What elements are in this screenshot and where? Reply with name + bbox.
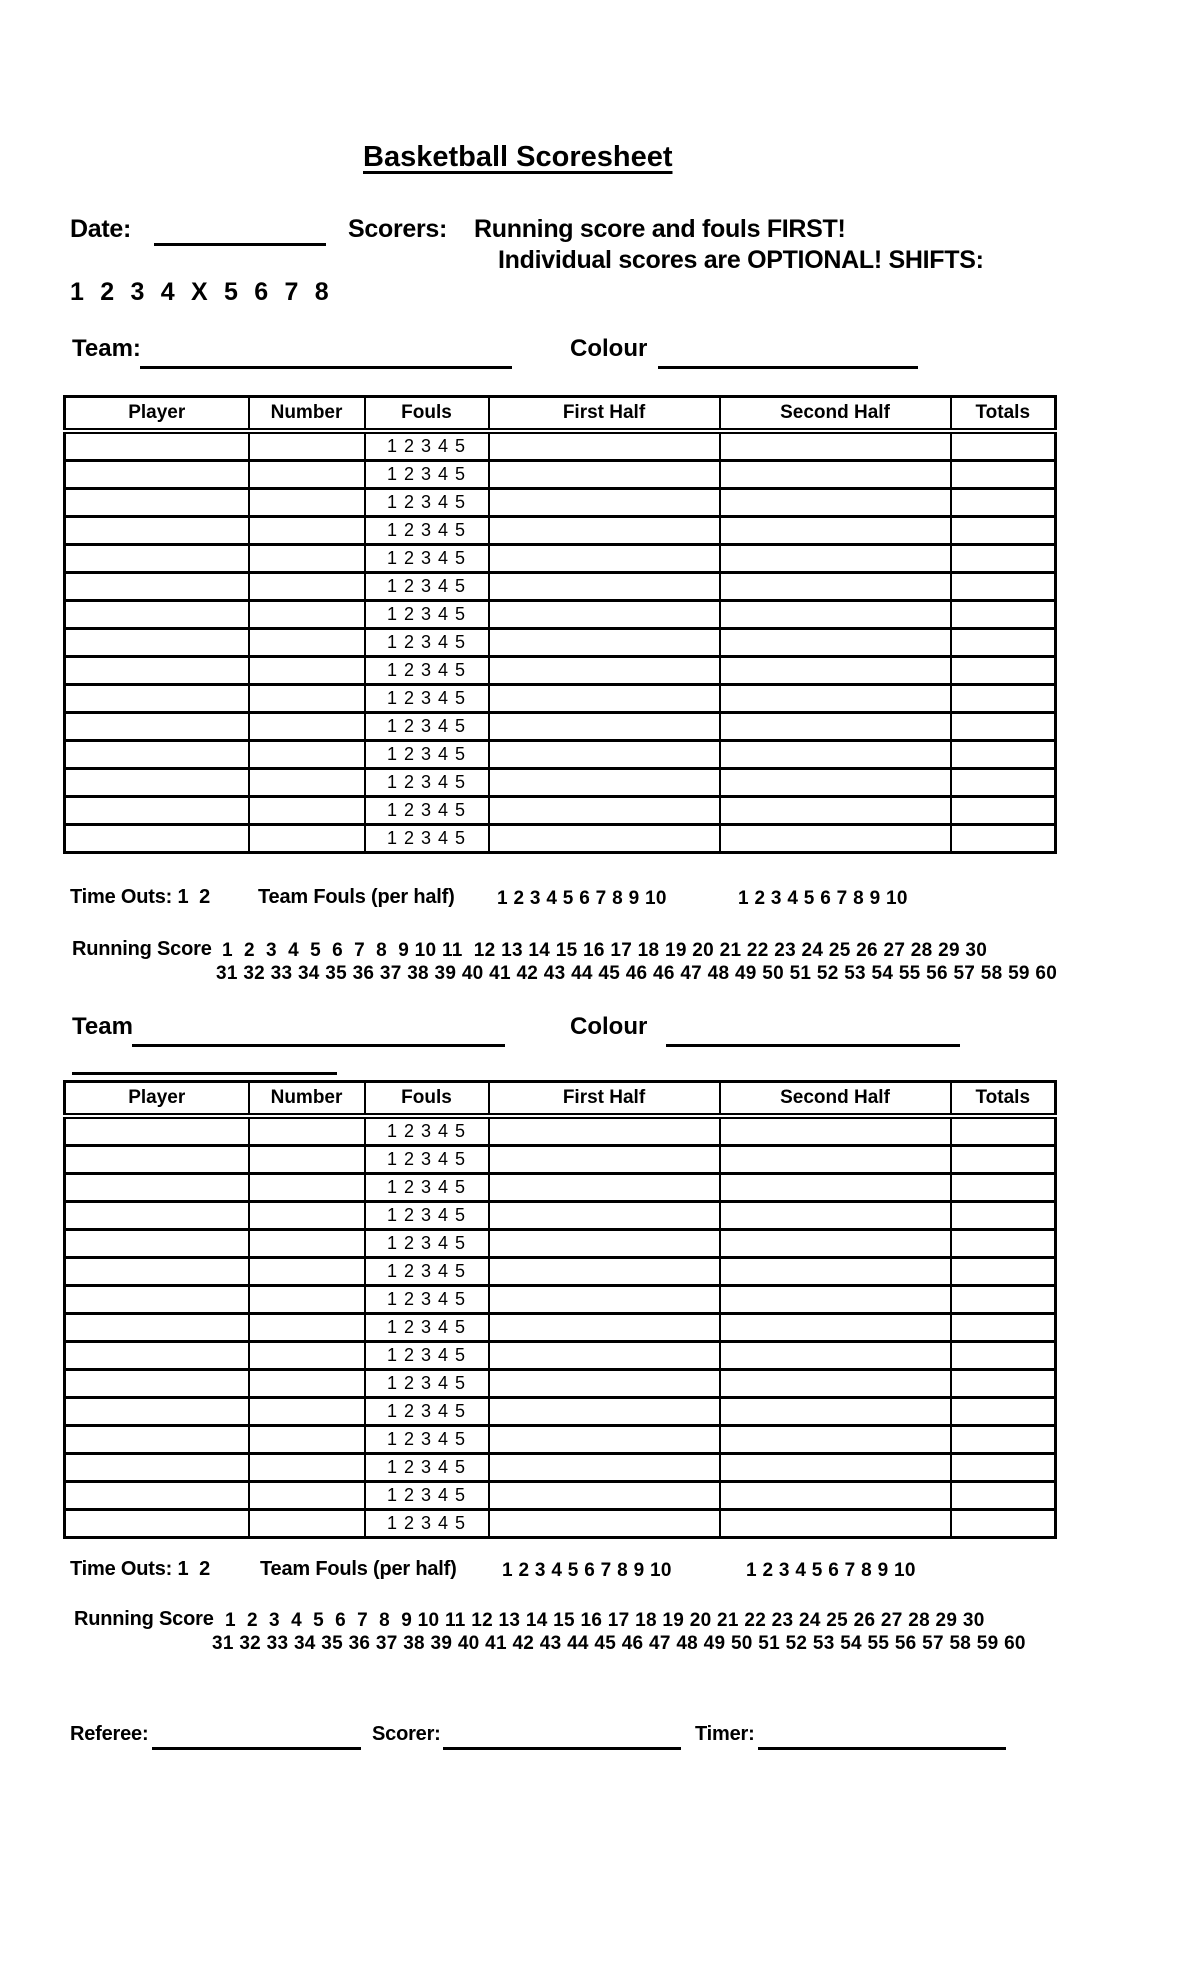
totals-cell [951, 1258, 1056, 1286]
player-cell [65, 685, 249, 713]
fouls-scale-cell: 1 2 3 4 5 [365, 573, 489, 601]
roster-table-1 [63, 395, 1057, 854]
player-cell [65, 545, 249, 573]
colour-blank-line [658, 366, 918, 369]
number-cell [249, 1230, 365, 1258]
fouls-scale-cell: 1 2 3 4 5 [365, 685, 489, 713]
scorers-note-line2: Individual scores are OPTIONAL! SHIFTS: [498, 246, 984, 274]
fouls-scale-cell: 1 2 3 4 5 [365, 657, 489, 685]
timeouts-label: Time Outs: 1 2 [70, 886, 211, 908]
first-half-cell [489, 657, 720, 685]
table-row [65, 1398, 1056, 1426]
team-fouls-scale-2: 1 2 3 4 5 6 7 8 9 10 [738, 888, 908, 909]
first-half-cell [489, 1174, 720, 1202]
fouls-scale-cell: 1 2 3 4 5 [365, 1398, 489, 1426]
team-fouls-scale-2: 1 2 3 4 5 6 7 8 9 10 [746, 1560, 916, 1581]
table-row [65, 601, 1056, 629]
scorers-label: Scorers: [348, 215, 448, 243]
column-header-totals: Totals [951, 1082, 1056, 1117]
running-score-line2: 31 32 33 34 35 36 37 38 39 40 41 42 43 44 45 46 46 47 48 49 50 51 52 53 54 55 56 57 58 59 60 [216, 963, 1058, 984]
date-blank-line [154, 243, 326, 246]
column-header-number: Number [249, 397, 365, 432]
running-score-label: Running Score [74, 1608, 214, 1630]
number-cell [249, 685, 365, 713]
timeouts-label: Time Outs: 1 2 [70, 1558, 211, 1580]
table-row [65, 825, 1056, 853]
totals-cell [951, 1314, 1056, 1342]
second-half-cell [720, 1482, 951, 1510]
number-cell [249, 1286, 365, 1314]
totals-cell [951, 1398, 1056, 1426]
table-row [65, 741, 1056, 769]
player-cell [65, 489, 249, 517]
table-row [65, 461, 1056, 489]
first-half-cell [489, 461, 720, 489]
player-cell [65, 741, 249, 769]
table-row [65, 545, 1056, 573]
number-cell [249, 1202, 365, 1230]
second-half-cell [720, 1174, 951, 1202]
totals-cell [951, 461, 1056, 489]
table-row [65, 1174, 1056, 1202]
number-cell [249, 769, 365, 797]
totals-cell [951, 1202, 1056, 1230]
fouls-scale-cell: 1 2 3 4 5 [365, 1510, 489, 1538]
player-cell [65, 1342, 249, 1370]
table-row [65, 629, 1056, 657]
player-cell [65, 657, 249, 685]
table-row [65, 1454, 1056, 1482]
fouls-scale-cell: 1 2 3 4 5 [365, 1202, 489, 1230]
totals-cell [951, 1342, 1056, 1370]
team-fouls-label: Team Fouls (per half) [258, 886, 455, 908]
player-cell [65, 1230, 249, 1258]
player-cell [65, 1286, 249, 1314]
number-cell [249, 1342, 365, 1370]
fouls-scale-cell: 1 2 3 4 5 [365, 1116, 489, 1146]
running-score-line1: 1 2 3 4 5 6 7 8 9 10 11 12 13 14 15 16 17 18 19 20 21 22 23 24 25 26 27 28 29 30 [222, 940, 988, 961]
column-header-totals: Totals [951, 397, 1056, 432]
player-cell [65, 1454, 249, 1482]
first-half-cell [489, 431, 720, 461]
page-title: Basketball Scoresheet [363, 141, 673, 173]
table-row [65, 1258, 1056, 1286]
table-row [65, 657, 1056, 685]
second-half-cell [720, 713, 951, 741]
number-cell [249, 489, 365, 517]
player-cell [65, 431, 249, 461]
number-cell [249, 657, 365, 685]
team-name-blank-line [140, 366, 512, 369]
running-score-line2: 31 32 33 34 35 36 37 38 39 40 41 42 43 44 45 46 47 48 49 50 51 52 53 54 55 56 57 58 59 60 [212, 1633, 1026, 1654]
second-half-cell [720, 461, 951, 489]
column-header-player: Player [65, 1082, 249, 1117]
team-label: Team: [72, 335, 141, 362]
column-header-fouls: Fouls [365, 397, 489, 432]
table-row [65, 1286, 1056, 1314]
player-cell [65, 1482, 249, 1510]
second-half-cell [720, 797, 951, 825]
number-cell [249, 1146, 365, 1174]
table-row [65, 685, 1056, 713]
player-cell [65, 1314, 249, 1342]
column-header-first-half: First Half [489, 1082, 720, 1117]
number-cell [249, 1426, 365, 1454]
player-cell [65, 1146, 249, 1174]
number-cell [249, 431, 365, 461]
player-cell [65, 461, 249, 489]
fouls-scale-cell: 1 2 3 4 5 [365, 1230, 489, 1258]
first-half-cell [489, 1454, 720, 1482]
timer-label: Timer: [695, 1723, 755, 1745]
number-cell [249, 1116, 365, 1146]
player-cell [65, 517, 249, 545]
second-half-cell [720, 573, 951, 601]
second-half-cell [720, 1510, 951, 1538]
first-half-cell [489, 1146, 720, 1174]
second-half-cell [720, 657, 951, 685]
totals-cell [951, 797, 1056, 825]
second-half-cell [720, 1202, 951, 1230]
number-cell [249, 629, 365, 657]
second-half-cell [720, 1398, 951, 1426]
timer-blank-line [758, 1747, 1006, 1750]
first-half-cell [489, 1314, 720, 1342]
second-half-cell [720, 1314, 951, 1342]
fouls-scale-cell: 1 2 3 4 5 [365, 1314, 489, 1342]
totals-cell [951, 1454, 1056, 1482]
scorers-note-line1: Running score and fouls FIRST! [474, 215, 846, 243]
table-row [65, 1482, 1056, 1510]
number-cell [249, 1174, 365, 1202]
table-row [65, 573, 1056, 601]
totals-cell [951, 1116, 1056, 1146]
table-row [65, 713, 1056, 741]
first-half-cell [489, 1482, 720, 1510]
fouls-scale-cell: 1 2 3 4 5 [365, 629, 489, 657]
second-half-cell [720, 1146, 951, 1174]
number-cell [249, 1258, 365, 1286]
roster-table-2 [63, 1080, 1057, 1539]
totals-cell [951, 1146, 1056, 1174]
fouls-scale-cell: 1 2 3 4 5 [365, 825, 489, 853]
table-row [65, 1202, 1056, 1230]
player-cell [65, 825, 249, 853]
player-cell [65, 1174, 249, 1202]
fouls-scale-cell: 1 2 3 4 5 [365, 1454, 489, 1482]
player-cell [65, 713, 249, 741]
table-row [65, 1426, 1056, 1454]
fouls-scale-cell: 1 2 3 4 5 [365, 601, 489, 629]
player-cell [65, 1398, 249, 1426]
table-row [65, 517, 1056, 545]
table-row [65, 797, 1056, 825]
totals-cell [951, 741, 1056, 769]
fouls-scale-cell: 1 2 3 4 5 [365, 1258, 489, 1286]
second-half-cell [720, 489, 951, 517]
first-half-cell [489, 573, 720, 601]
team-name-blank-line-wrap [72, 1072, 337, 1075]
totals-cell [951, 1230, 1056, 1258]
running-score-line1: 1 2 3 4 5 6 7 8 9 10 11 12 13 14 15 16 17 18 19 20 21 22 23 24 25 26 27 28 29 30 [225, 1610, 985, 1631]
table-row [65, 489, 1056, 517]
player-cell [65, 797, 249, 825]
table-row [65, 1510, 1056, 1538]
shifts-numbers: 1 2 3 4 X 5 6 7 8 [70, 278, 329, 306]
player-cell [65, 601, 249, 629]
totals-cell [951, 489, 1056, 517]
column-header-player: Player [65, 397, 249, 432]
second-half-cell [720, 1258, 951, 1286]
totals-cell [951, 1482, 1056, 1510]
running-score-label: Running Score [72, 938, 212, 960]
first-half-cell [489, 1202, 720, 1230]
second-half-cell [720, 431, 951, 461]
player-cell [65, 1370, 249, 1398]
first-half-cell [489, 545, 720, 573]
fouls-scale-cell: 1 2 3 4 5 [365, 1370, 489, 1398]
header-row [65, 397, 1056, 432]
first-half-cell [489, 489, 720, 517]
colour-label: Colour [570, 335, 648, 362]
second-half-cell [720, 545, 951, 573]
player-cell [65, 1258, 249, 1286]
fouls-scale-cell: 1 2 3 4 5 [365, 1174, 489, 1202]
first-half-cell [489, 741, 720, 769]
table-row [65, 1230, 1056, 1258]
totals-cell [951, 545, 1056, 573]
team-label: Team [72, 1013, 133, 1040]
number-cell [249, 1314, 365, 1342]
first-half-cell [489, 1258, 720, 1286]
column-header-second-half: Second Half [720, 397, 951, 432]
number-cell [249, 517, 365, 545]
second-half-cell [720, 825, 951, 853]
player-cell [65, 1426, 249, 1454]
table-row [65, 431, 1056, 461]
referee-label: Referee: [70, 1723, 149, 1745]
totals-cell [951, 1426, 1056, 1454]
totals-cell [951, 573, 1056, 601]
fouls-scale-cell: 1 2 3 4 5 [365, 489, 489, 517]
first-half-cell [489, 825, 720, 853]
first-half-cell [489, 769, 720, 797]
second-half-cell [720, 517, 951, 545]
fouls-scale-cell: 1 2 3 4 5 [365, 1426, 489, 1454]
table-row [65, 1342, 1056, 1370]
totals-cell [951, 769, 1056, 797]
totals-cell [951, 713, 1056, 741]
second-half-cell [720, 685, 951, 713]
number-cell [249, 1398, 365, 1426]
colour-label: Colour [570, 1013, 648, 1040]
team-fouls-scale-1: 1 2 3 4 5 6 7 8 9 10 [497, 888, 667, 909]
colour-blank-line [666, 1044, 960, 1047]
scorer-label: Scorer: [372, 1723, 441, 1745]
first-half-cell [489, 1370, 720, 1398]
table-row [65, 1370, 1056, 1398]
fouls-scale-cell: 1 2 3 4 5 [365, 461, 489, 489]
totals-cell [951, 825, 1056, 853]
second-half-cell [720, 1230, 951, 1258]
fouls-scale-cell: 1 2 3 4 5 [365, 1146, 489, 1174]
number-cell [249, 797, 365, 825]
first-half-cell [489, 1342, 720, 1370]
player-cell [65, 573, 249, 601]
fouls-scale-cell: 1 2 3 4 5 [365, 769, 489, 797]
totals-cell [951, 685, 1056, 713]
column-header-number: Number [249, 1082, 365, 1117]
first-half-cell [489, 1398, 720, 1426]
totals-cell [951, 1510, 1056, 1538]
scorer-blank-line [443, 1747, 681, 1750]
fouls-scale-cell: 1 2 3 4 5 [365, 545, 489, 573]
column-header-first-half: First Half [489, 397, 720, 432]
column-header-fouls: Fouls [365, 1082, 489, 1117]
totals-cell [951, 629, 1056, 657]
table-row [65, 1146, 1056, 1174]
totals-cell [951, 517, 1056, 545]
table-row [65, 1314, 1056, 1342]
date-label: Date: [70, 215, 132, 243]
referee-blank-line [152, 1747, 361, 1750]
fouls-scale-cell: 1 2 3 4 5 [365, 741, 489, 769]
team-name-blank-line [132, 1044, 505, 1047]
team-fouls-label: Team Fouls (per half) [260, 1558, 457, 1580]
player-cell [65, 1202, 249, 1230]
second-half-cell [720, 1116, 951, 1146]
first-half-cell [489, 517, 720, 545]
first-half-cell [489, 1230, 720, 1258]
fouls-scale-cell: 1 2 3 4 5 [365, 1286, 489, 1314]
second-half-cell [720, 769, 951, 797]
number-cell [249, 601, 365, 629]
player-cell [65, 1116, 249, 1146]
number-cell [249, 1454, 365, 1482]
table-row [65, 769, 1056, 797]
fouls-scale-cell: 1 2 3 4 5 [365, 1482, 489, 1510]
totals-cell [951, 1286, 1056, 1314]
team-fouls-scale-1: 1 2 3 4 5 6 7 8 9 10 [502, 1560, 672, 1581]
second-half-cell [720, 1370, 951, 1398]
first-half-cell [489, 797, 720, 825]
totals-cell [951, 431, 1056, 461]
number-cell [249, 573, 365, 601]
second-half-cell [720, 741, 951, 769]
number-cell [249, 545, 365, 573]
number-cell [249, 713, 365, 741]
second-half-cell [720, 1342, 951, 1370]
player-cell [65, 769, 249, 797]
number-cell [249, 1482, 365, 1510]
first-half-cell [489, 713, 720, 741]
totals-cell [951, 601, 1056, 629]
table-row [65, 1116, 1056, 1146]
fouls-scale-cell: 1 2 3 4 5 [365, 713, 489, 741]
player-cell [65, 1510, 249, 1538]
fouls-scale-cell: 1 2 3 4 5 [365, 1342, 489, 1370]
player-cell [65, 629, 249, 657]
totals-cell [951, 657, 1056, 685]
number-cell [249, 1510, 365, 1538]
first-half-cell [489, 629, 720, 657]
first-half-cell [489, 601, 720, 629]
number-cell [249, 461, 365, 489]
first-half-cell [489, 1510, 720, 1538]
second-half-cell [720, 629, 951, 657]
first-half-cell [489, 1426, 720, 1454]
first-half-cell [489, 1116, 720, 1146]
fouls-scale-cell: 1 2 3 4 5 [365, 517, 489, 545]
totals-cell [951, 1370, 1056, 1398]
totals-cell [951, 1174, 1056, 1202]
second-half-cell [720, 601, 951, 629]
second-half-cell [720, 1454, 951, 1482]
first-half-cell [489, 1286, 720, 1314]
second-half-cell [720, 1426, 951, 1454]
first-half-cell [489, 685, 720, 713]
number-cell [249, 741, 365, 769]
fouls-scale-cell: 1 2 3 4 5 [365, 431, 489, 461]
number-cell [249, 1370, 365, 1398]
second-half-cell [720, 1286, 951, 1314]
number-cell [249, 825, 365, 853]
fouls-scale-cell: 1 2 3 4 5 [365, 797, 489, 825]
column-header-second-half: Second Half [720, 1082, 951, 1117]
header-row [65, 1082, 1056, 1117]
